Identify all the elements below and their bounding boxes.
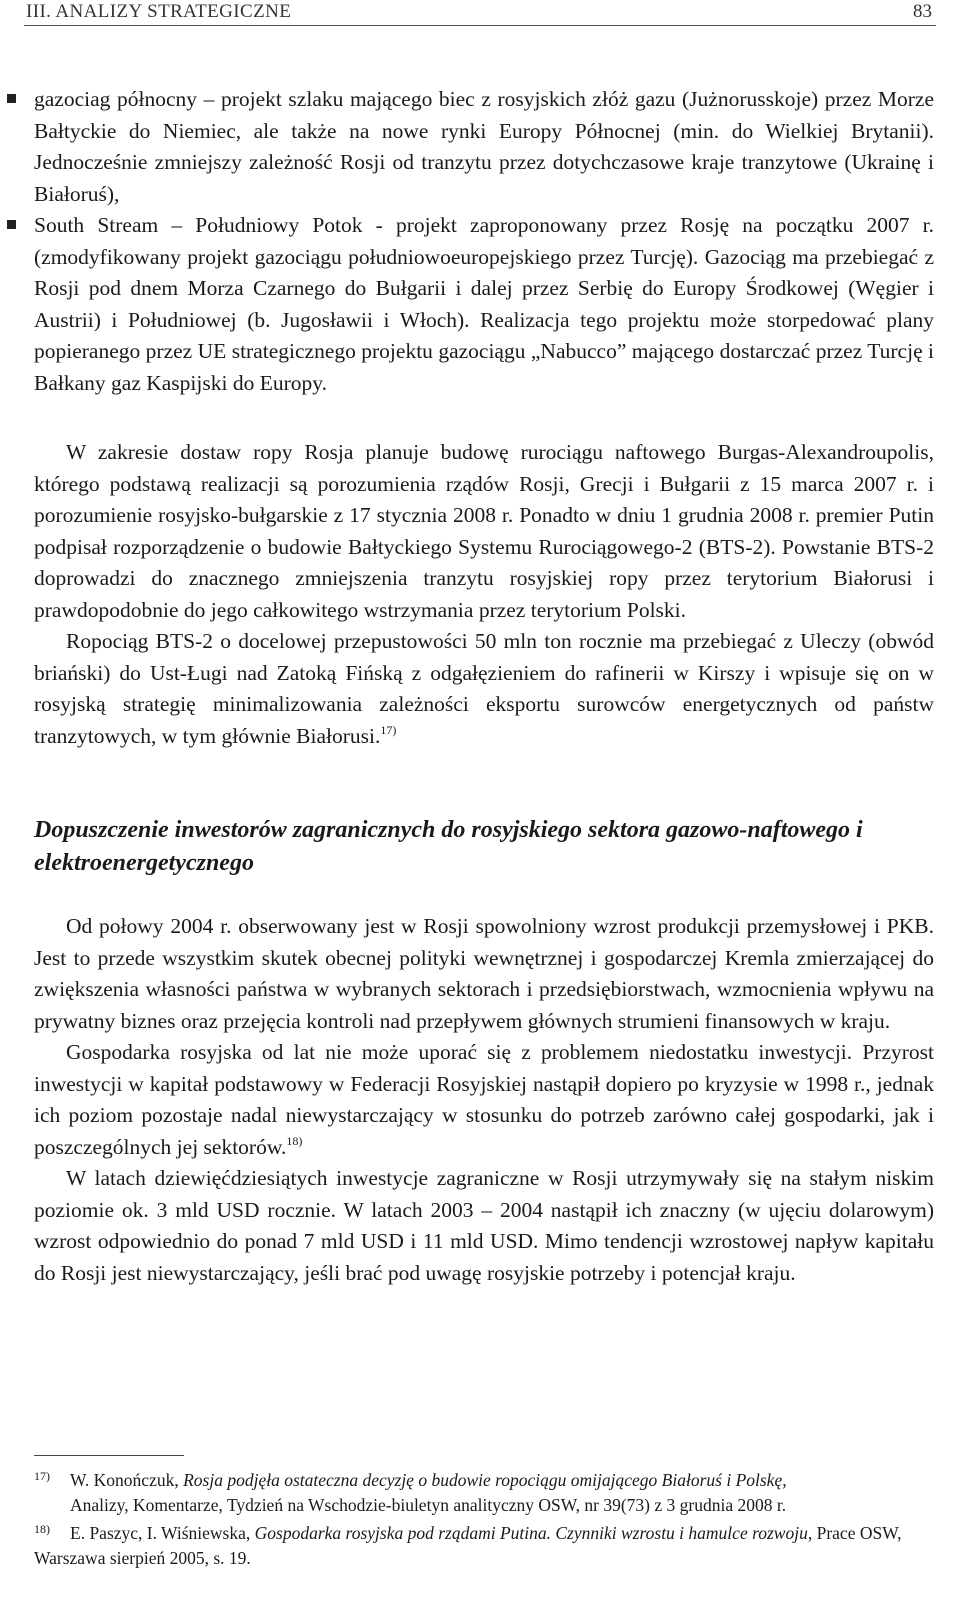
- footnote-divider: [34, 1455, 184, 1456]
- paragraph: Gospodarka rosyjska od lat nie może uporać się z problemem niedostatku inwestycji. Przyrost inwestycji w kapitał podstawowy w Federacji Rosyjskiej nastąpił dopiero po kryzysie w 1998 r., jednak ich poziom pozostaje nadal niewystarczający w stosunku do potrzeb zarówno całej gospodarki, jak i poszczególnych jej sektorów.$^{18)}$: [34, 1040, 934, 1159]
- footnote-number: 17): [34, 1469, 50, 1483]
- running-header: [24, 0, 936, 26]
- footnote: [34, 1517, 934, 1570]
- square-bullet-icon: [7, 220, 16, 229]
- footnote-ref[interactable]: 18): [286, 1133, 303, 1148]
- list-item: [34, 210, 934, 399]
- paragraph: Od połowy 2004 r. obserwowany jest w Rosji spowolniony wzrost produkcji przemysłowej i PKB. Jest to przede wszystkim skutek obecnej polityki wewnętrznej i gospodarczej Kremla zmierzającej do zwiększenia własności państwa w wybranych sektorach i przedsiębiorstwach, wzmocnienia wpływu na prywatny biznes oraz przejęcia kontroli nad przepływem głównych strumieni finansowych w kraju.: [34, 914, 934, 1033]
- footnote: [34, 1464, 934, 1517]
- paragraph: W zakresie dostaw ropy Rosja planuje budowę rurociągu naftowego Burgas-Alexandroupolis, którego podstawą realizacji są porozumienia rządów Rosji, Grecji i Bułgarii z 15 marca 2007 r. i porozumienie rosyjsko-bułgarskie z 17 stycznia 2008 r. Ponadto w dniu 1 grudnia 2008 r. premier Putin podpisał rozporządzenie o budowie Bałtyckiego Systemu Rurociągowego-2 (BTS-2). Powstanie BTS-2 doprowadzi do znacznego zmniejszenia tranzytu rosyjskiej ropy przez terytorium Białorusi i prawdopodobnie do jego całkowitego wstrzymania przez terytorium Polski.: [34, 440, 934, 622]
- footnote-author: W. Konończuk,: [70, 1470, 184, 1490]
- footnote-author: E. Paszyc, I. Wiśniewska,: [70, 1523, 255, 1543]
- square-bullet-icon: [7, 94, 16, 103]
- footnote-source: , Prace OSW, Warszawa sierpień 2005, s. 19.: [34, 1523, 902, 1568]
- footnote-number: 18): [34, 1522, 50, 1536]
- footnote-source: Analizy, Komentarze, Tydzień na Wschodzie-biuletyn analityczny OSW, nr 39(73) z 3 grudnia 2008 r.: [70, 1494, 787, 1515]
- list-item-text: gazociag północny – projekt szlaku mającego biec z rosyjskich złóż gazu (Jużnorusskoje) przez Morze Bałtyckie do Niemiec, ale także na nowe rynki Europy Północnej (min. do Wielkiej Brytanii). Jednocześnie zmniejszy zależność Rosji od tranzytu przez dotychczasowe kraje tranzytowe (Ukrainę i Białoruś),: [34, 87, 934, 206]
- footnotes: [34, 1464, 934, 1570]
- investors-section: [34, 911, 934, 1289]
- footnote-title: Rosja podjęła ostateczna decyzję o budowie ropociągu omijającego Białoruś i Polskę,: [183, 1470, 787, 1490]
- footnote-title: Gospodarka rosyjska pod rządami Putina. Czynniki wzrostu i hamulce rozwoju: [254, 1523, 808, 1543]
- list-item: [34, 84, 934, 210]
- section-heading: Dopuszczenie inwestorów zagranicznych do rosyjskiego sektora gazowo-naftowego i elektroenergetycznego: [34, 817, 863, 876]
- paragraph: W latach dziewięćdziesiątych inwestycje zagraniczne w Rosji utrzymywały się na stałym niskim poziomie ok. 3 mld USD rocznie. W latach 2003 – 2004 nastąpił ich znaczny (w ujęciu dolarowym) wzrost odpowiednio do ponad 7 mld USD i 11 mld USD. Mimo tendencji wzrostowej napływ kapitału do Rosji jest niewystarczający, jeśli brać pod uwagę rosyjskie potrzeby i potencjał kraju.: [34, 1166, 934, 1285]
- oil-pipeline-section: [34, 437, 934, 752]
- list-item-text: South Stream – Południowy Potok - projekt zaproponowany przez Rosję na początku 2007 r. (zmodyfikowany projekt gazociągu południowoeuropejskiego przez Turcję). Gazociąg ma przebiegać z Rosji pod dnem Morza Czarnego do Bułgarii i dalej przez Serbię do Europy Środkowej (Węgier i Austrii) i Południowej (b. Jugosławii i Włoch). Realizacja tego projektu może storpedować plany popieranego przez UE strategicznego projektu gazociągu „Nabucco” mającego dostarczać przez Turcję i Bałkany gaz Kaspijski do Europy.: [34, 213, 934, 395]
- bullet-list: [34, 84, 934, 399]
- paragraph: Ropociąg BTS-2 o docelowej przepustowości 50 mln ton rocznie ma przebiegać z Uleczy (obwód briański) do Ust-Ługi nad Zatoką Fińską z odgałęzieniem do rafinerii w Kirszy i wpisuje się on w rosyjską strategię minimalizowania zależności eksportu surowców energetycznych od państw tranzytowych, w tym głównie Białorusi.$^{17)}$: [34, 629, 934, 748]
- footnote-ref[interactable]: 17): [380, 722, 397, 737]
- page-number: 83: [913, 1, 932, 22]
- chapter-title: III. ANALIZY STRATEGICZNE: [26, 1, 292, 22]
